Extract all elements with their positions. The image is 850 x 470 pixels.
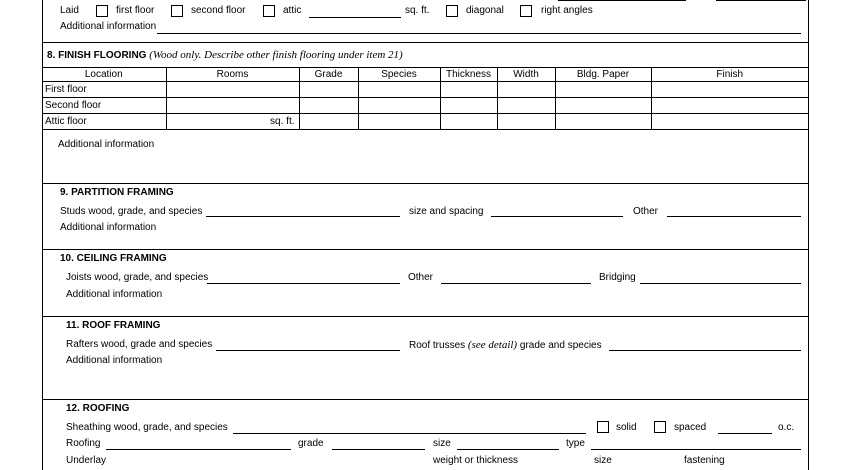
diagonal-checkbox[interactable] (446, 5, 458, 17)
top-line (558, 0, 686, 1)
cell-input[interactable] (651, 82, 808, 98)
roofing-label: Roofing (66, 438, 101, 449)
section-10-title: 10. CEILING FRAMING (60, 253, 167, 264)
header-finish: Finish (651, 68, 808, 82)
size-label: size (433, 438, 451, 449)
cell-input[interactable] (497, 82, 555, 98)
sqft-label: sq. ft. (270, 116, 295, 127)
header-bldg-paper: Bldg. Paper (555, 68, 651, 82)
attic-checkbox[interactable] (263, 5, 275, 17)
section-divider (42, 399, 808, 400)
cell-input[interactable] (555, 82, 651, 98)
studs-field[interactable] (206, 216, 400, 217)
header-width: Width (497, 68, 555, 82)
row-label-second-floor: Second floor (42, 98, 166, 114)
row-label-attic-floor: Attic floor (42, 114, 166, 130)
cell-input[interactable] (555, 114, 651, 130)
cell-input[interactable] (299, 98, 358, 114)
solid-checkbox[interactable] (597, 421, 609, 433)
cell-input[interactable] (358, 98, 440, 114)
header-grade: Grade (299, 68, 358, 82)
additional-info-label: Additional information (66, 355, 163, 366)
sqft-label: sq. ft. (405, 5, 430, 16)
cell-input[interactable] (440, 82, 497, 98)
bridging-field[interactable] (640, 283, 801, 284)
spaced-checkbox[interactable] (654, 421, 666, 433)
fastening-label: fastening (684, 455, 725, 466)
weight-thickness-label: weight or thickness (433, 455, 519, 466)
rafters-label: Rafters wood, grade and species (66, 339, 213, 350)
joists-field[interactable] (207, 283, 400, 284)
size-spacing-label: size and spacing (409, 206, 484, 217)
additional-info-label: Additional information (58, 139, 155, 150)
top-line (716, 0, 806, 1)
table-row (42, 82, 808, 98)
size-spacing-field[interactable] (491, 216, 623, 217)
row-label-first-floor: First floor (42, 82, 166, 98)
header-thickness: Thickness (440, 68, 497, 82)
header-location: Location (42, 68, 166, 82)
attic-sqft-field[interactable] (309, 17, 401, 18)
cell-input[interactable] (166, 82, 299, 98)
bridging-label: Bridging (599, 272, 636, 283)
section-8-heading: 8. FINISH FLOORING (47, 50, 147, 61)
joists-label: Joists wood, grade, and species (66, 272, 209, 283)
grade-label: grade (298, 438, 324, 449)
cell-input[interactable] (651, 114, 808, 130)
section-divider (42, 183, 808, 184)
section-8-title (47, 49, 403, 62)
type-label: type (566, 438, 585, 449)
cell-input[interactable] (440, 98, 497, 114)
header-rooms: Rooms (166, 68, 299, 82)
section-8-note: (Wood only. Describe other finish flooring under item 21) (149, 49, 403, 61)
additional-info-label: Additional information (60, 222, 157, 233)
right-angles-checkbox[interactable] (520, 5, 532, 17)
sheathing-field[interactable] (233, 433, 586, 434)
cell-input[interactable] (299, 82, 358, 98)
spacing-field[interactable] (718, 433, 772, 434)
solid-label: solid (616, 422, 637, 433)
other-field[interactable] (667, 216, 801, 217)
cell-input[interactable] (166, 98, 299, 114)
roofing-field[interactable] (106, 449, 291, 450)
table-row (42, 114, 808, 130)
additional-info-label: Additional information (60, 21, 157, 32)
cell-input[interactable] (497, 114, 555, 130)
second-floor-checkbox[interactable] (171, 5, 183, 17)
section-12-title: 12. ROOFING (66, 403, 130, 414)
cell-input[interactable] (299, 114, 358, 130)
section-divider (42, 42, 808, 43)
other-field[interactable] (441, 283, 591, 284)
additional-info-field[interactable] (157, 33, 801, 34)
other-label: Other (408, 272, 434, 283)
sheathing-label: Sheathing wood, grade, and species (66, 422, 228, 433)
spaced-label: spaced (674, 422, 707, 433)
roof-trusses-label (409, 339, 602, 352)
grade-field[interactable] (332, 449, 425, 450)
section-11-title: 11. ROOF FRAMING (66, 320, 161, 331)
cell-input[interactable] (651, 98, 808, 114)
roof-trusses-field[interactable] (609, 350, 801, 351)
cell-input[interactable] (497, 98, 555, 114)
cell-input[interactable] (358, 114, 440, 130)
roof-trusses-grade-text: grade and species (519, 340, 602, 351)
size-label: size (594, 455, 612, 466)
section-9-title: 9. PARTITION FRAMING (60, 187, 174, 198)
additional-info-label: Additional information (66, 289, 163, 300)
attic-label: attic (283, 5, 302, 16)
size-field[interactable] (457, 449, 559, 450)
section-divider (42, 249, 808, 250)
table-header-row (42, 68, 808, 82)
section-divider (42, 316, 808, 317)
attic-rooms-cell[interactable] (166, 114, 299, 130)
cell-input[interactable] (358, 82, 440, 98)
underlay-label: Underlay (66, 455, 107, 466)
second-floor-label: second floor (191, 5, 246, 16)
type-field[interactable] (591, 449, 801, 450)
header-species: Species (358, 68, 440, 82)
laid-label: Laid (60, 5, 79, 16)
cell-input[interactable] (440, 114, 497, 130)
see-detail-note: (see detail) (467, 339, 518, 351)
table-row (42, 98, 808, 114)
rafters-field[interactable] (216, 350, 400, 351)
studs-label: Studs wood, grade, and species (60, 206, 203, 217)
cell-input[interactable] (555, 98, 651, 114)
first-floor-checkbox[interactable] (96, 5, 108, 17)
other-label: Other (633, 206, 659, 217)
diagonal-label: diagonal (466, 5, 504, 16)
oc-label: o.c. (778, 422, 795, 433)
right-angles-label: right angles (541, 5, 593, 16)
roof-trusses-text: Roof trusses (409, 340, 466, 351)
finish-flooring-table (42, 67, 808, 130)
first-floor-label: first floor (116, 5, 155, 16)
